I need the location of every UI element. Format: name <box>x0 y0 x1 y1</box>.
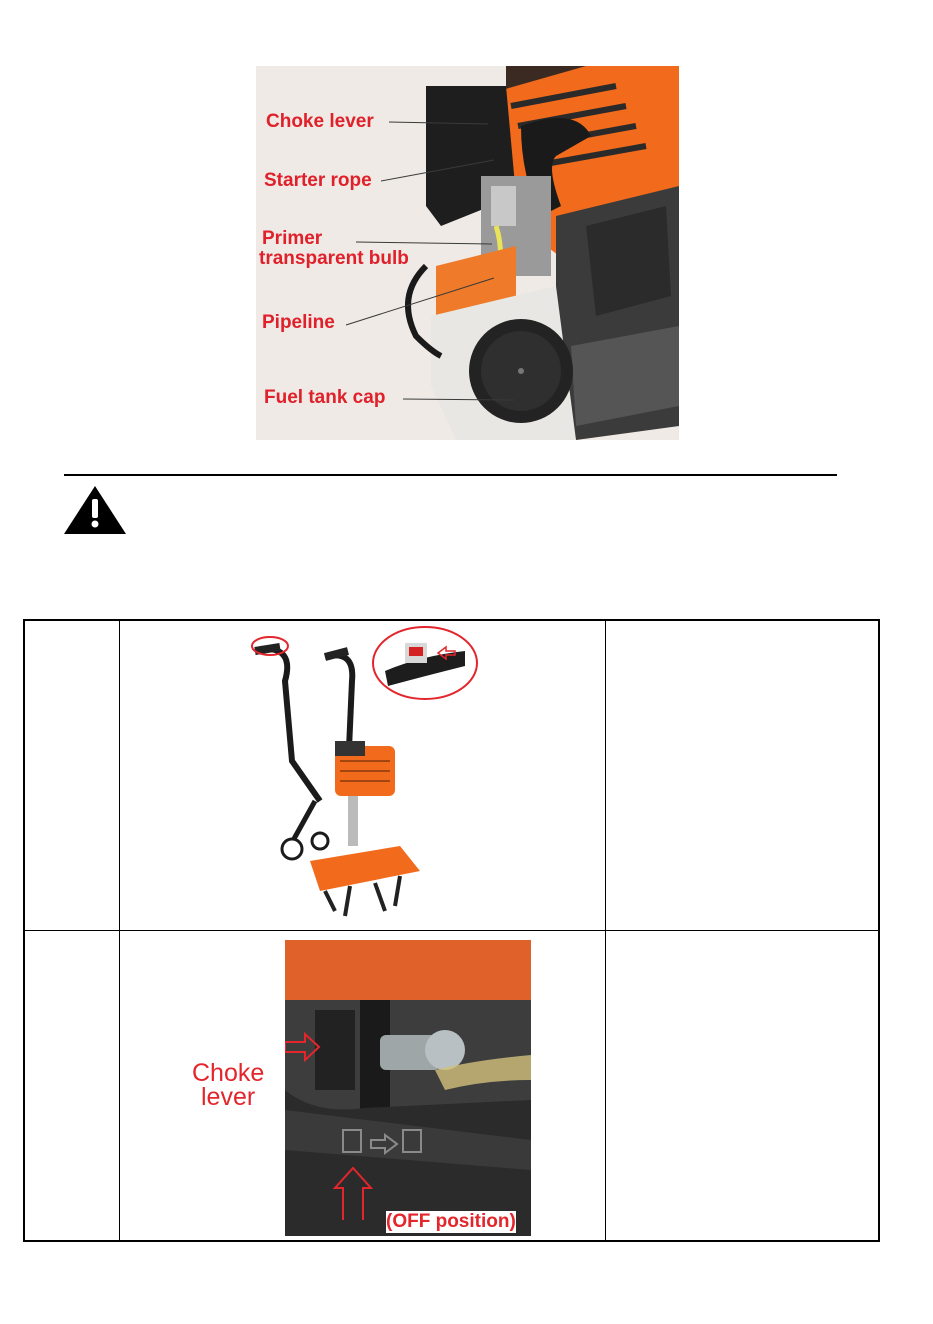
label-fuel-tank-cap: Fuel tank cap <box>264 387 386 408</box>
table-row-divider <box>25 930 878 931</box>
choke-lever-photo <box>285 940 531 1236</box>
label-primer-line2: transparent bulb <box>259 248 409 269</box>
section-divider <box>64 474 837 476</box>
warning-triangle-icon <box>64 486 126 534</box>
label-pipeline: Pipeline <box>262 312 335 333</box>
label-choke-line1: Choke <box>192 1059 265 1087</box>
label-starter-rope: Starter rope <box>264 170 372 191</box>
label-choke-lever: Choke lever <box>266 111 374 132</box>
tiller-switch-illustration <box>120 621 600 921</box>
label-choke-line2: lever <box>201 1083 256 1111</box>
label-primer-line1: Primer <box>262 228 323 249</box>
label-off-position: (OFF position) <box>386 1211 516 1232</box>
